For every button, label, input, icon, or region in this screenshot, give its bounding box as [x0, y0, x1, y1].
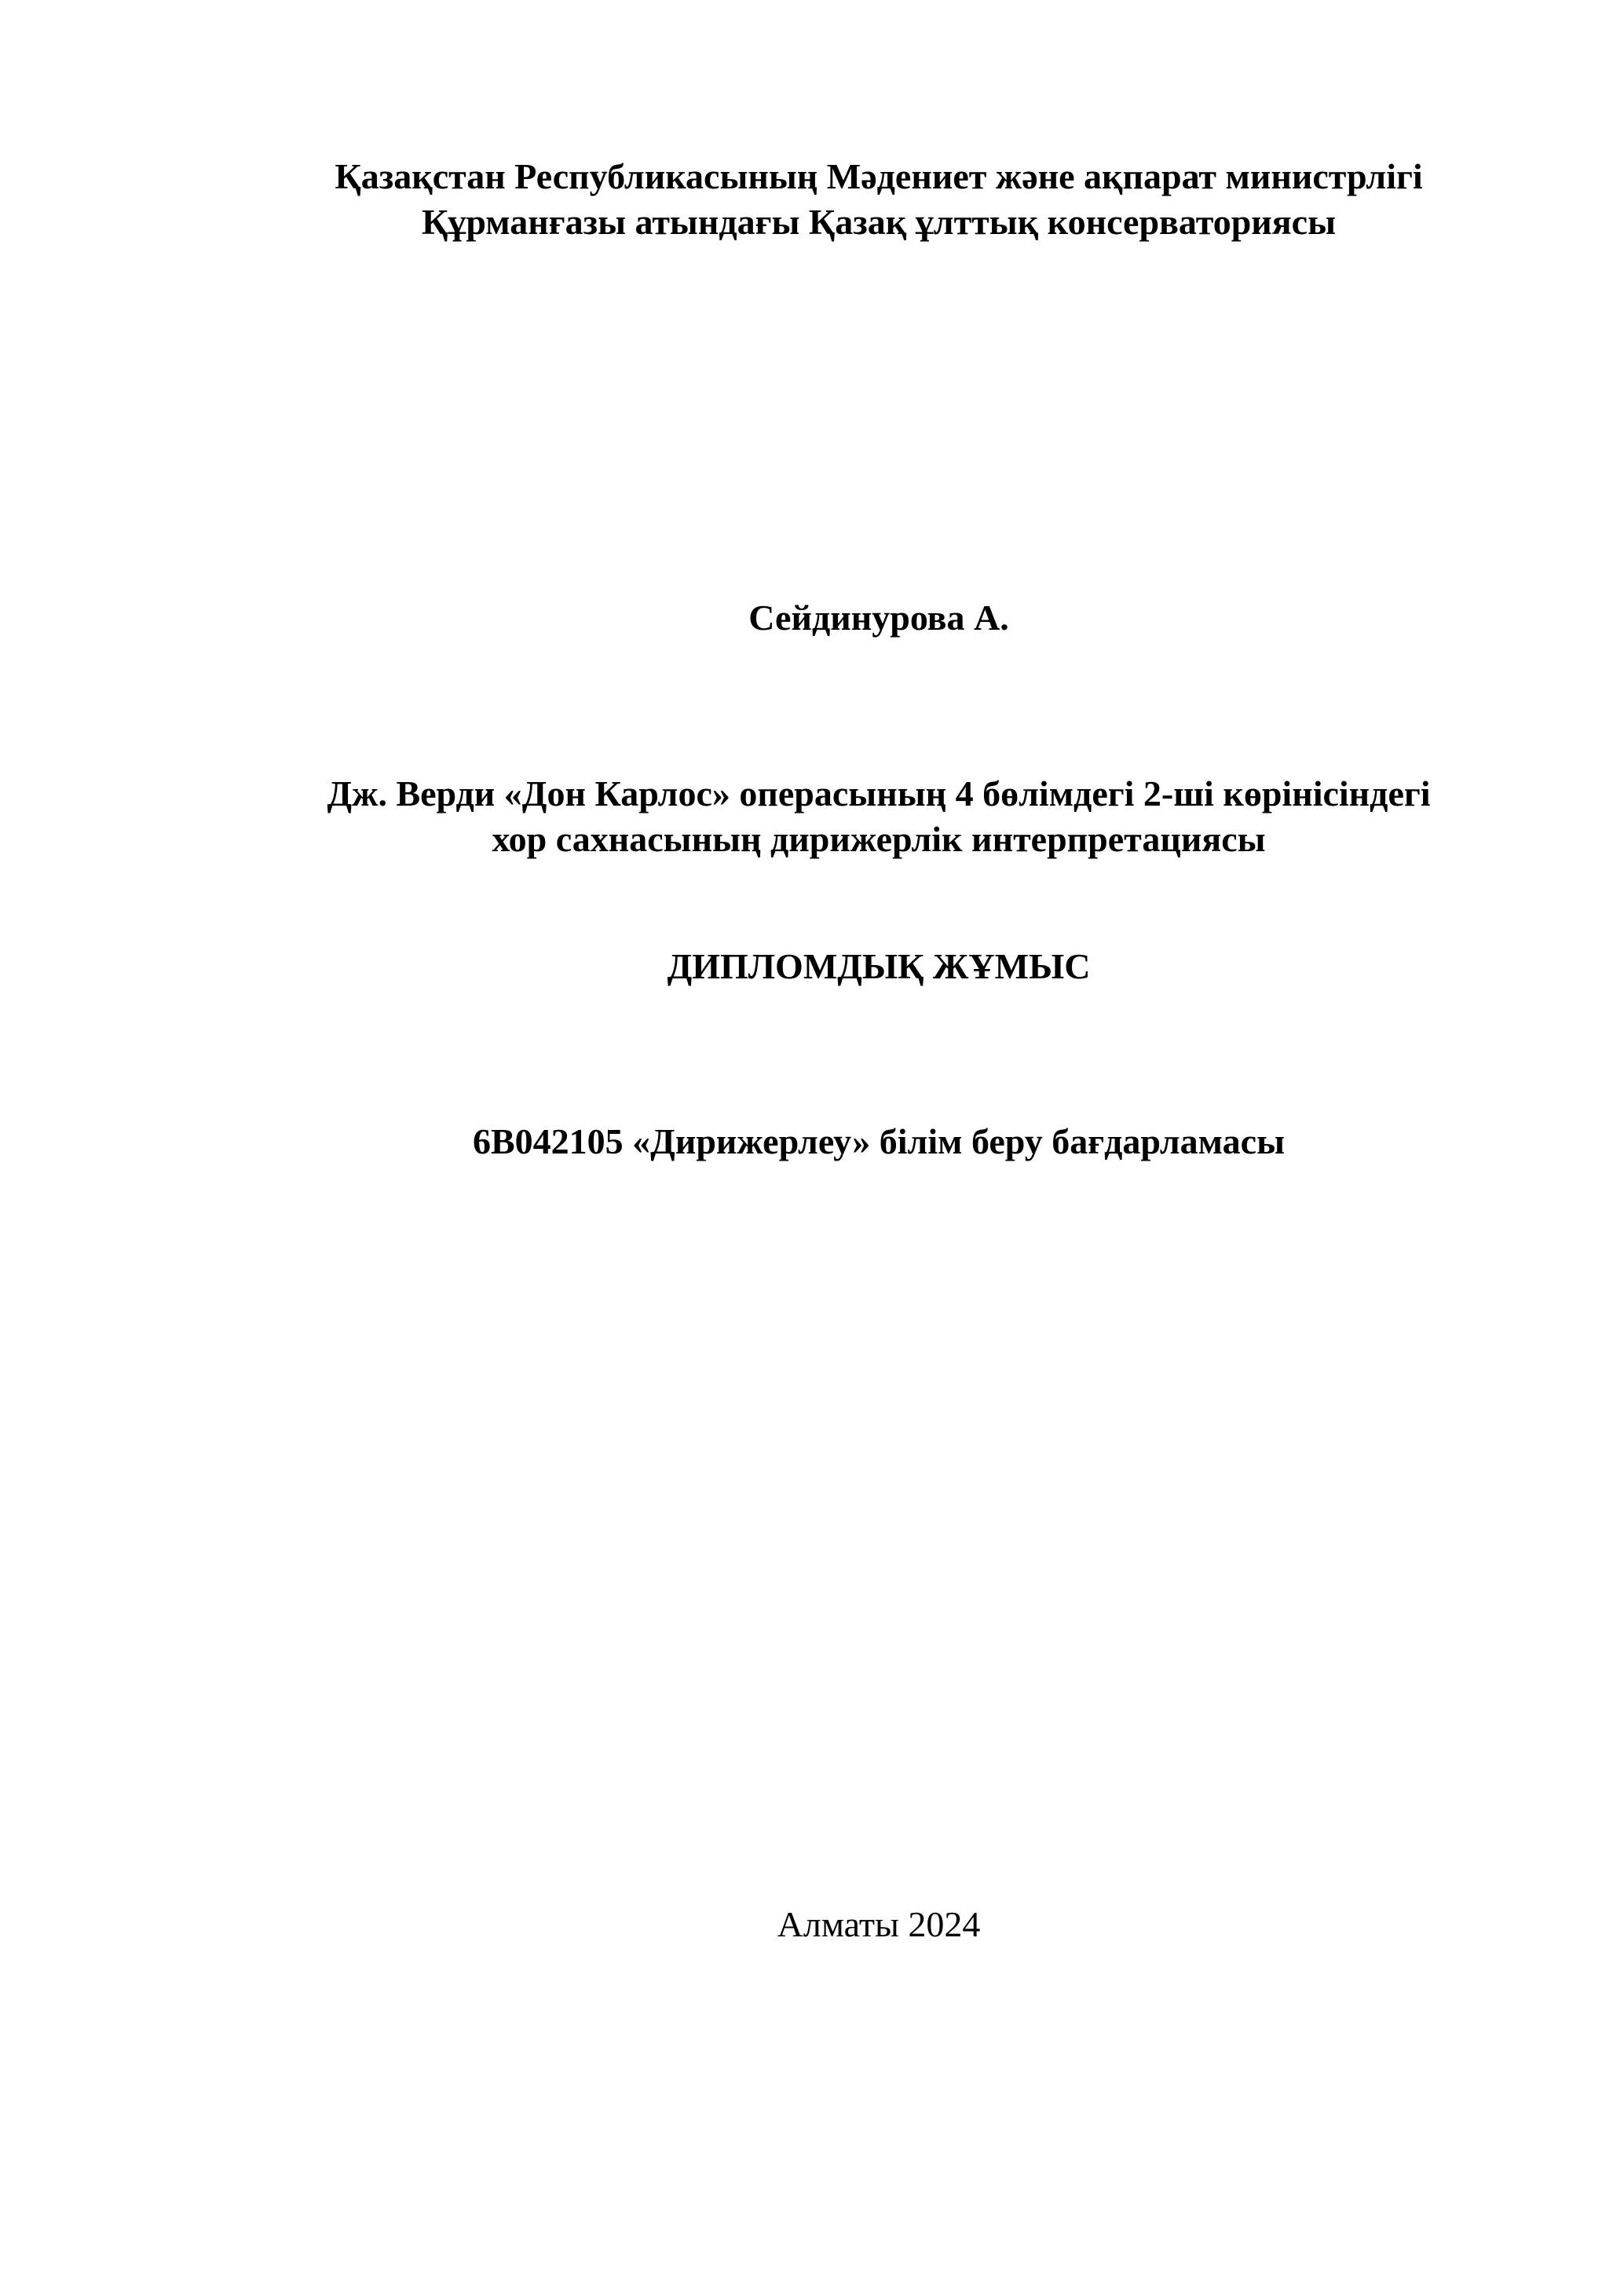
education-program: [67, 1119, 1624, 1164]
city-year: [67, 1902, 1624, 1947]
ministry-name: Қазақстан Республикасының Мәдениет және ақпарат министрлігі: [335, 156, 1423, 196]
author-name: [67, 595, 1624, 641]
author-name-text: Сейдинурова А.: [748, 598, 1009, 638]
work-title-line-1: Дж. Верди «Дон Карлос» операсының 4 бөлімдегі 2-ші көрінісіндегі: [327, 773, 1431, 813]
document-type: [67, 944, 1624, 989]
work-title-line-2: хор сахнасының дирижерлік интерпретациясы: [492, 819, 1266, 859]
education-program-text: 6В042105 «Дирижерлеу» білім беру бағдарламасы: [473, 1121, 1285, 1161]
work-title: [67, 771, 1624, 862]
institution-header: [67, 154, 1624, 245]
city-year-text: Алматы 2024: [777, 1904, 981, 1944]
document-type-text: ДИПЛОМДЫҚ ЖҰМЫС: [667, 946, 1091, 986]
conservatory-name: Құрманғазы атындағы Қазақ ұлттық консерваториясы: [421, 202, 1337, 242]
